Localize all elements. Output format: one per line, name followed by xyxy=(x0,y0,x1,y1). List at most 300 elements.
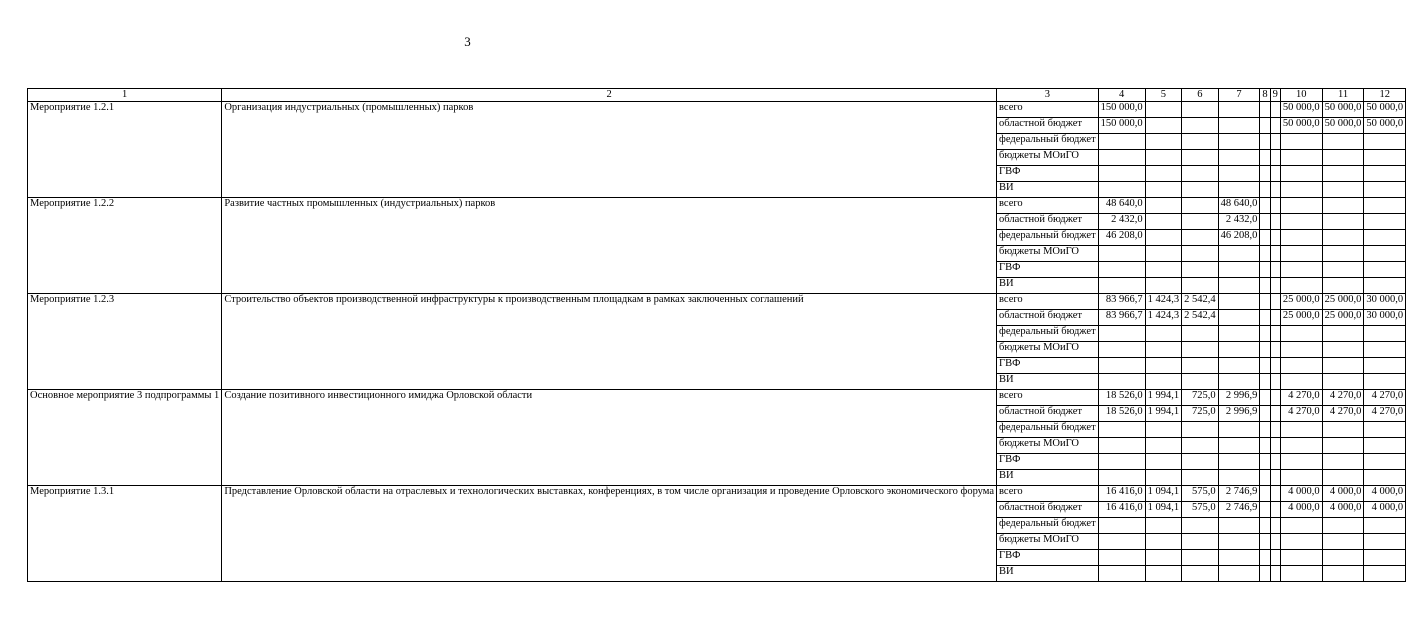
funding-source-cell: ГВФ xyxy=(997,454,1099,470)
amount-cell xyxy=(1270,566,1280,582)
amount-cell: 50 000,0 xyxy=(1364,118,1406,134)
amount-cell xyxy=(1260,342,1270,358)
amount-cell xyxy=(1260,310,1270,326)
column-header: 5 xyxy=(1145,89,1182,102)
amount-cell xyxy=(1260,486,1270,502)
amount-cell xyxy=(1182,246,1219,262)
amount-cell xyxy=(1260,438,1270,454)
amount-cell xyxy=(1182,198,1219,214)
amount-cell xyxy=(1098,358,1145,374)
amount-cell xyxy=(1218,182,1260,198)
amount-cell xyxy=(1260,278,1270,294)
amount-cell xyxy=(1260,166,1270,182)
funding-table xyxy=(27,88,1406,582)
column-header: 12 xyxy=(1364,89,1406,102)
amount-cell xyxy=(1098,550,1145,566)
header-row xyxy=(28,89,1406,102)
amount-cell: 18 526,0 xyxy=(1098,390,1145,406)
amount-cell: 83 966,7 xyxy=(1098,310,1145,326)
amount-cell: 725,0 xyxy=(1182,390,1219,406)
amount-cell xyxy=(1145,246,1182,262)
amount-cell xyxy=(1364,470,1406,486)
amount-cell xyxy=(1322,326,1364,342)
amount-cell xyxy=(1270,166,1280,182)
amount-cell xyxy=(1280,214,1322,230)
amount-cell xyxy=(1260,374,1270,390)
amount-cell xyxy=(1280,326,1322,342)
funding-source-cell: всего xyxy=(997,102,1099,118)
amount-cell xyxy=(1364,550,1406,566)
amount-cell xyxy=(1218,438,1260,454)
amount-cell xyxy=(1260,358,1270,374)
amount-cell xyxy=(1364,422,1406,438)
amount-cell: 4 000,0 xyxy=(1322,486,1364,502)
amount-cell xyxy=(1182,326,1219,342)
amount-cell xyxy=(1260,326,1270,342)
amount-cell xyxy=(1098,342,1145,358)
amount-cell xyxy=(1280,438,1322,454)
amount-cell: 46 208,0 xyxy=(1098,230,1145,246)
funding-source-cell: ГВФ xyxy=(997,262,1099,278)
amount-cell xyxy=(1270,214,1280,230)
amount-cell: 2 746,9 xyxy=(1218,502,1260,518)
amount-cell xyxy=(1260,198,1270,214)
amount-cell xyxy=(1364,358,1406,374)
amount-cell: 4 000,0 xyxy=(1280,502,1322,518)
amount-cell xyxy=(1182,182,1219,198)
amount-cell xyxy=(1364,566,1406,582)
amount-cell xyxy=(1364,150,1406,166)
amount-cell: 725,0 xyxy=(1182,406,1219,422)
table-row xyxy=(28,102,1406,118)
amount-cell xyxy=(1098,454,1145,470)
funding-source-cell: областной бюджет xyxy=(997,502,1099,518)
amount-cell xyxy=(1145,438,1182,454)
amount-cell xyxy=(1260,470,1270,486)
amount-cell xyxy=(1280,534,1322,550)
amount-cell: 48 640,0 xyxy=(1098,198,1145,214)
amount-cell xyxy=(1145,342,1182,358)
amount-cell xyxy=(1270,134,1280,150)
amount-cell xyxy=(1280,566,1322,582)
amount-cell xyxy=(1280,518,1322,534)
amount-cell xyxy=(1322,566,1364,582)
amount-cell xyxy=(1218,550,1260,566)
amount-cell xyxy=(1322,550,1364,566)
amount-cell xyxy=(1364,198,1406,214)
amount-cell: 1 994,1 xyxy=(1145,406,1182,422)
amount-cell xyxy=(1322,342,1364,358)
amount-cell: 4 270,0 xyxy=(1280,406,1322,422)
amount-cell xyxy=(1098,150,1145,166)
amount-cell: 50 000,0 xyxy=(1364,102,1406,118)
amount-cell xyxy=(1145,422,1182,438)
amount-cell xyxy=(1218,326,1260,342)
event-description-cell: Строительство объектов производственной инфраструктуры к производственным площадкам в рамках заключенных соглашений xyxy=(222,294,997,390)
funding-source-cell: ГВФ xyxy=(997,166,1099,182)
amount-cell xyxy=(1218,150,1260,166)
amount-cell xyxy=(1270,438,1280,454)
amount-cell xyxy=(1098,182,1145,198)
amount-cell xyxy=(1218,342,1260,358)
amount-cell xyxy=(1218,358,1260,374)
amount-cell xyxy=(1182,166,1219,182)
amount-cell: 16 416,0 xyxy=(1098,486,1145,502)
amount-cell xyxy=(1145,566,1182,582)
amount-cell xyxy=(1270,246,1280,262)
amount-cell xyxy=(1260,390,1270,406)
amount-cell xyxy=(1260,246,1270,262)
funding-source-cell: ВИ xyxy=(997,566,1099,582)
amount-cell xyxy=(1280,182,1322,198)
amount-cell xyxy=(1270,470,1280,486)
amount-cell: 4 000,0 xyxy=(1364,502,1406,518)
amount-cell xyxy=(1218,134,1260,150)
amount-cell: 50 000,0 xyxy=(1280,102,1322,118)
amount-cell xyxy=(1260,502,1270,518)
amount-cell xyxy=(1270,198,1280,214)
amount-cell xyxy=(1260,182,1270,198)
amount-cell xyxy=(1270,262,1280,278)
amount-cell: 4 270,0 xyxy=(1364,390,1406,406)
event-description-cell: Представление Орловской области на отраслевых и технологических выставках, конференциях, в том числе организация и проведение Орловского экономического форума xyxy=(222,486,997,582)
amount-cell xyxy=(1182,566,1219,582)
amount-cell xyxy=(1182,342,1219,358)
funding-source-cell: федеральный бюджет xyxy=(997,422,1099,438)
amount-cell xyxy=(1098,246,1145,262)
amount-cell: 2 542,4 xyxy=(1182,294,1219,310)
amount-cell xyxy=(1270,342,1280,358)
amount-cell xyxy=(1098,438,1145,454)
event-name-cell: Мероприятие 1.2.2 xyxy=(28,198,222,294)
amount-cell xyxy=(1260,134,1270,150)
amount-cell xyxy=(1182,518,1219,534)
amount-cell: 575,0 xyxy=(1182,502,1219,518)
amount-cell xyxy=(1270,182,1280,198)
amount-cell: 1 424,3 xyxy=(1145,310,1182,326)
amount-cell xyxy=(1145,150,1182,166)
amount-cell xyxy=(1322,150,1364,166)
amount-cell xyxy=(1098,134,1145,150)
amount-cell xyxy=(1218,278,1260,294)
amount-cell xyxy=(1145,278,1182,294)
amount-cell xyxy=(1098,534,1145,550)
funding-source-cell: бюджеты МОиГО xyxy=(997,534,1099,550)
amount-cell xyxy=(1270,230,1280,246)
funding-source-cell: областной бюджет xyxy=(997,310,1099,326)
amount-cell xyxy=(1270,406,1280,422)
event-name-cell: Мероприятие 1.2.1 xyxy=(28,102,222,198)
amount-cell xyxy=(1182,230,1219,246)
amount-cell xyxy=(1182,550,1219,566)
amount-cell xyxy=(1280,230,1322,246)
amount-cell xyxy=(1182,214,1219,230)
column-header: 11 xyxy=(1322,89,1364,102)
funding-source-cell: ВИ xyxy=(997,182,1099,198)
amount-cell xyxy=(1145,454,1182,470)
amount-cell xyxy=(1218,374,1260,390)
amount-cell xyxy=(1280,198,1322,214)
amount-cell xyxy=(1145,262,1182,278)
amount-cell xyxy=(1182,374,1219,390)
amount-cell xyxy=(1270,102,1280,118)
amount-cell xyxy=(1280,374,1322,390)
amount-cell xyxy=(1364,438,1406,454)
table-row xyxy=(28,486,1406,502)
amount-cell xyxy=(1322,134,1364,150)
amount-cell xyxy=(1145,326,1182,342)
amount-cell xyxy=(1260,454,1270,470)
amount-cell xyxy=(1270,294,1280,310)
amount-cell xyxy=(1364,246,1406,262)
amount-cell xyxy=(1280,134,1322,150)
amount-cell xyxy=(1098,374,1145,390)
table-body xyxy=(28,102,1406,582)
amount-cell xyxy=(1260,118,1270,134)
amount-cell xyxy=(1322,278,1364,294)
amount-cell xyxy=(1098,166,1145,182)
amount-cell xyxy=(1280,150,1322,166)
amount-cell: 25 000,0 xyxy=(1280,294,1322,310)
amount-cell: 4 000,0 xyxy=(1280,486,1322,502)
amount-cell xyxy=(1270,118,1280,134)
event-description-cell: Организация индустриальных (промышленных) парков xyxy=(222,102,997,198)
amount-cell xyxy=(1182,150,1219,166)
funding-source-cell: ВИ xyxy=(997,470,1099,486)
amount-cell xyxy=(1260,566,1270,582)
amount-cell xyxy=(1098,422,1145,438)
amount-cell xyxy=(1280,246,1322,262)
amount-cell xyxy=(1260,294,1270,310)
funding-source-cell: федеральный бюджет xyxy=(997,518,1099,534)
amount-cell xyxy=(1145,534,1182,550)
amount-cell: 25 000,0 xyxy=(1322,310,1364,326)
amount-cell xyxy=(1182,278,1219,294)
amount-cell xyxy=(1260,518,1270,534)
amount-cell xyxy=(1270,390,1280,406)
amount-cell xyxy=(1280,358,1322,374)
amount-cell xyxy=(1270,310,1280,326)
amount-cell: 4 270,0 xyxy=(1364,406,1406,422)
amount-cell xyxy=(1364,374,1406,390)
amount-cell xyxy=(1322,198,1364,214)
amount-cell xyxy=(1364,534,1406,550)
amount-cell xyxy=(1280,454,1322,470)
amount-cell xyxy=(1098,518,1145,534)
amount-cell xyxy=(1270,454,1280,470)
amount-cell xyxy=(1322,438,1364,454)
amount-cell xyxy=(1098,566,1145,582)
amount-cell: 50 000,0 xyxy=(1280,118,1322,134)
amount-cell xyxy=(1182,470,1219,486)
amount-cell xyxy=(1182,534,1219,550)
amount-cell xyxy=(1260,230,1270,246)
amount-cell xyxy=(1260,406,1270,422)
amount-cell xyxy=(1270,374,1280,390)
amount-cell xyxy=(1322,230,1364,246)
amount-cell xyxy=(1322,166,1364,182)
amount-cell: 4 270,0 xyxy=(1280,390,1322,406)
amount-cell xyxy=(1270,150,1280,166)
amount-cell: 18 526,0 xyxy=(1098,406,1145,422)
amount-cell xyxy=(1270,358,1280,374)
column-header: 7 xyxy=(1218,89,1260,102)
amount-cell xyxy=(1260,102,1270,118)
event-description-cell: Развитие частных промышленных (индустриальных) парков xyxy=(222,198,997,294)
amount-cell: 2 432,0 xyxy=(1218,214,1260,230)
amount-cell xyxy=(1280,550,1322,566)
funding-source-cell: областной бюджет xyxy=(997,406,1099,422)
amount-cell xyxy=(1182,102,1219,118)
amount-cell: 575,0 xyxy=(1182,486,1219,502)
column-header: 1 xyxy=(28,89,222,102)
amount-cell xyxy=(1270,550,1280,566)
amount-cell xyxy=(1260,262,1270,278)
amount-cell xyxy=(1218,566,1260,582)
amount-cell xyxy=(1364,182,1406,198)
amount-cell xyxy=(1260,422,1270,438)
column-header: 10 xyxy=(1280,89,1322,102)
funding-source-cell: бюджеты МОиГО xyxy=(997,150,1099,166)
amount-cell xyxy=(1182,262,1219,278)
amount-cell xyxy=(1364,166,1406,182)
amount-cell xyxy=(1145,214,1182,230)
amount-cell: 1 424,3 xyxy=(1145,294,1182,310)
amount-cell xyxy=(1322,470,1364,486)
event-name-cell: Мероприятие 1.2.3 xyxy=(28,294,222,390)
amount-cell xyxy=(1182,118,1219,134)
funding-source-cell: бюджеты МОиГО xyxy=(997,342,1099,358)
table-row xyxy=(28,294,1406,310)
amount-cell xyxy=(1270,502,1280,518)
amount-cell xyxy=(1260,550,1270,566)
funding-source-cell: всего xyxy=(997,390,1099,406)
amount-cell xyxy=(1364,518,1406,534)
amount-cell xyxy=(1322,214,1364,230)
amount-cell xyxy=(1218,262,1260,278)
amount-cell xyxy=(1145,374,1182,390)
amount-cell xyxy=(1260,534,1270,550)
amount-cell xyxy=(1322,374,1364,390)
page-number: 3 xyxy=(464,34,471,49)
amount-cell xyxy=(1364,278,1406,294)
amount-cell xyxy=(1322,358,1364,374)
amount-cell xyxy=(1322,246,1364,262)
amount-cell xyxy=(1145,134,1182,150)
funding-source-cell: ГВФ xyxy=(997,550,1099,566)
amount-cell: 4 270,0 xyxy=(1322,406,1364,422)
amount-cell xyxy=(1182,358,1219,374)
table-row xyxy=(28,390,1406,406)
amount-cell xyxy=(1182,454,1219,470)
amount-cell xyxy=(1218,310,1260,326)
funding-source-cell: федеральный бюджет xyxy=(997,326,1099,342)
amount-cell: 48 640,0 xyxy=(1218,198,1260,214)
column-header: 4 xyxy=(1098,89,1145,102)
amount-cell: 50 000,0 xyxy=(1322,102,1364,118)
event-name-cell: Мероприятие 1.3.1 xyxy=(28,486,222,582)
amount-cell xyxy=(1182,134,1219,150)
amount-cell: 25 000,0 xyxy=(1322,294,1364,310)
amount-cell xyxy=(1270,278,1280,294)
funding-source-cell: всего xyxy=(997,294,1099,310)
amount-cell xyxy=(1260,214,1270,230)
funding-source-cell: бюджеты МОиГО xyxy=(997,438,1099,454)
funding-source-cell: всего xyxy=(997,198,1099,214)
amount-cell xyxy=(1260,150,1270,166)
amount-cell xyxy=(1322,534,1364,550)
amount-cell xyxy=(1364,326,1406,342)
amount-cell xyxy=(1218,534,1260,550)
funding-source-cell: ГВФ xyxy=(997,358,1099,374)
funding-source-cell: ВИ xyxy=(997,278,1099,294)
amount-cell xyxy=(1098,326,1145,342)
amount-cell xyxy=(1218,118,1260,134)
amount-cell xyxy=(1145,518,1182,534)
amount-cell: 150 000,0 xyxy=(1098,118,1145,134)
amount-cell: 16 416,0 xyxy=(1098,502,1145,518)
amount-cell xyxy=(1098,262,1145,278)
funding-source-cell: областной бюджет xyxy=(997,214,1099,230)
amount-cell xyxy=(1364,230,1406,246)
amount-cell xyxy=(1280,262,1322,278)
funding-source-cell: областной бюджет xyxy=(997,118,1099,134)
amount-cell xyxy=(1218,102,1260,118)
amount-cell: 50 000,0 xyxy=(1322,118,1364,134)
table-row xyxy=(28,198,1406,214)
amount-cell xyxy=(1145,198,1182,214)
funding-source-cell: федеральный бюджет xyxy=(997,230,1099,246)
amount-cell xyxy=(1280,342,1322,358)
amount-cell xyxy=(1145,230,1182,246)
amount-cell: 1 094,1 xyxy=(1145,486,1182,502)
amount-cell xyxy=(1218,518,1260,534)
amount-cell: 2 542,4 xyxy=(1182,310,1219,326)
amount-cell xyxy=(1218,470,1260,486)
column-header: 6 xyxy=(1182,89,1219,102)
amount-cell xyxy=(1218,166,1260,182)
amount-cell xyxy=(1145,166,1182,182)
amount-cell: 25 000,0 xyxy=(1280,310,1322,326)
amount-cell: 4 270,0 xyxy=(1322,390,1364,406)
amount-cell xyxy=(1364,262,1406,278)
amount-cell xyxy=(1145,118,1182,134)
amount-cell xyxy=(1270,326,1280,342)
funding-source-cell: ВИ xyxy=(997,374,1099,390)
amount-cell xyxy=(1182,438,1219,454)
amount-cell xyxy=(1145,102,1182,118)
amount-cell xyxy=(1270,486,1280,502)
amount-cell xyxy=(1280,470,1322,486)
amount-cell: 2 746,9 xyxy=(1218,486,1260,502)
amount-cell xyxy=(1218,246,1260,262)
amount-cell xyxy=(1364,214,1406,230)
amount-cell: 1 994,1 xyxy=(1145,390,1182,406)
amount-cell xyxy=(1364,454,1406,470)
event-name-cell: Основное мероприятие 3 подпрограммы 1 xyxy=(28,390,222,486)
amount-cell xyxy=(1322,454,1364,470)
funding-source-cell: всего xyxy=(997,486,1099,502)
amount-cell xyxy=(1364,134,1406,150)
funding-source-cell: бюджеты МОиГО xyxy=(997,246,1099,262)
amount-cell xyxy=(1322,262,1364,278)
amount-cell: 2 996,9 xyxy=(1218,390,1260,406)
amount-cell: 2 432,0 xyxy=(1098,214,1145,230)
amount-cell: 30 000,0 xyxy=(1364,310,1406,326)
amount-cell: 4 000,0 xyxy=(1364,486,1406,502)
amount-cell xyxy=(1145,182,1182,198)
amount-cell: 46 208,0 xyxy=(1218,230,1260,246)
